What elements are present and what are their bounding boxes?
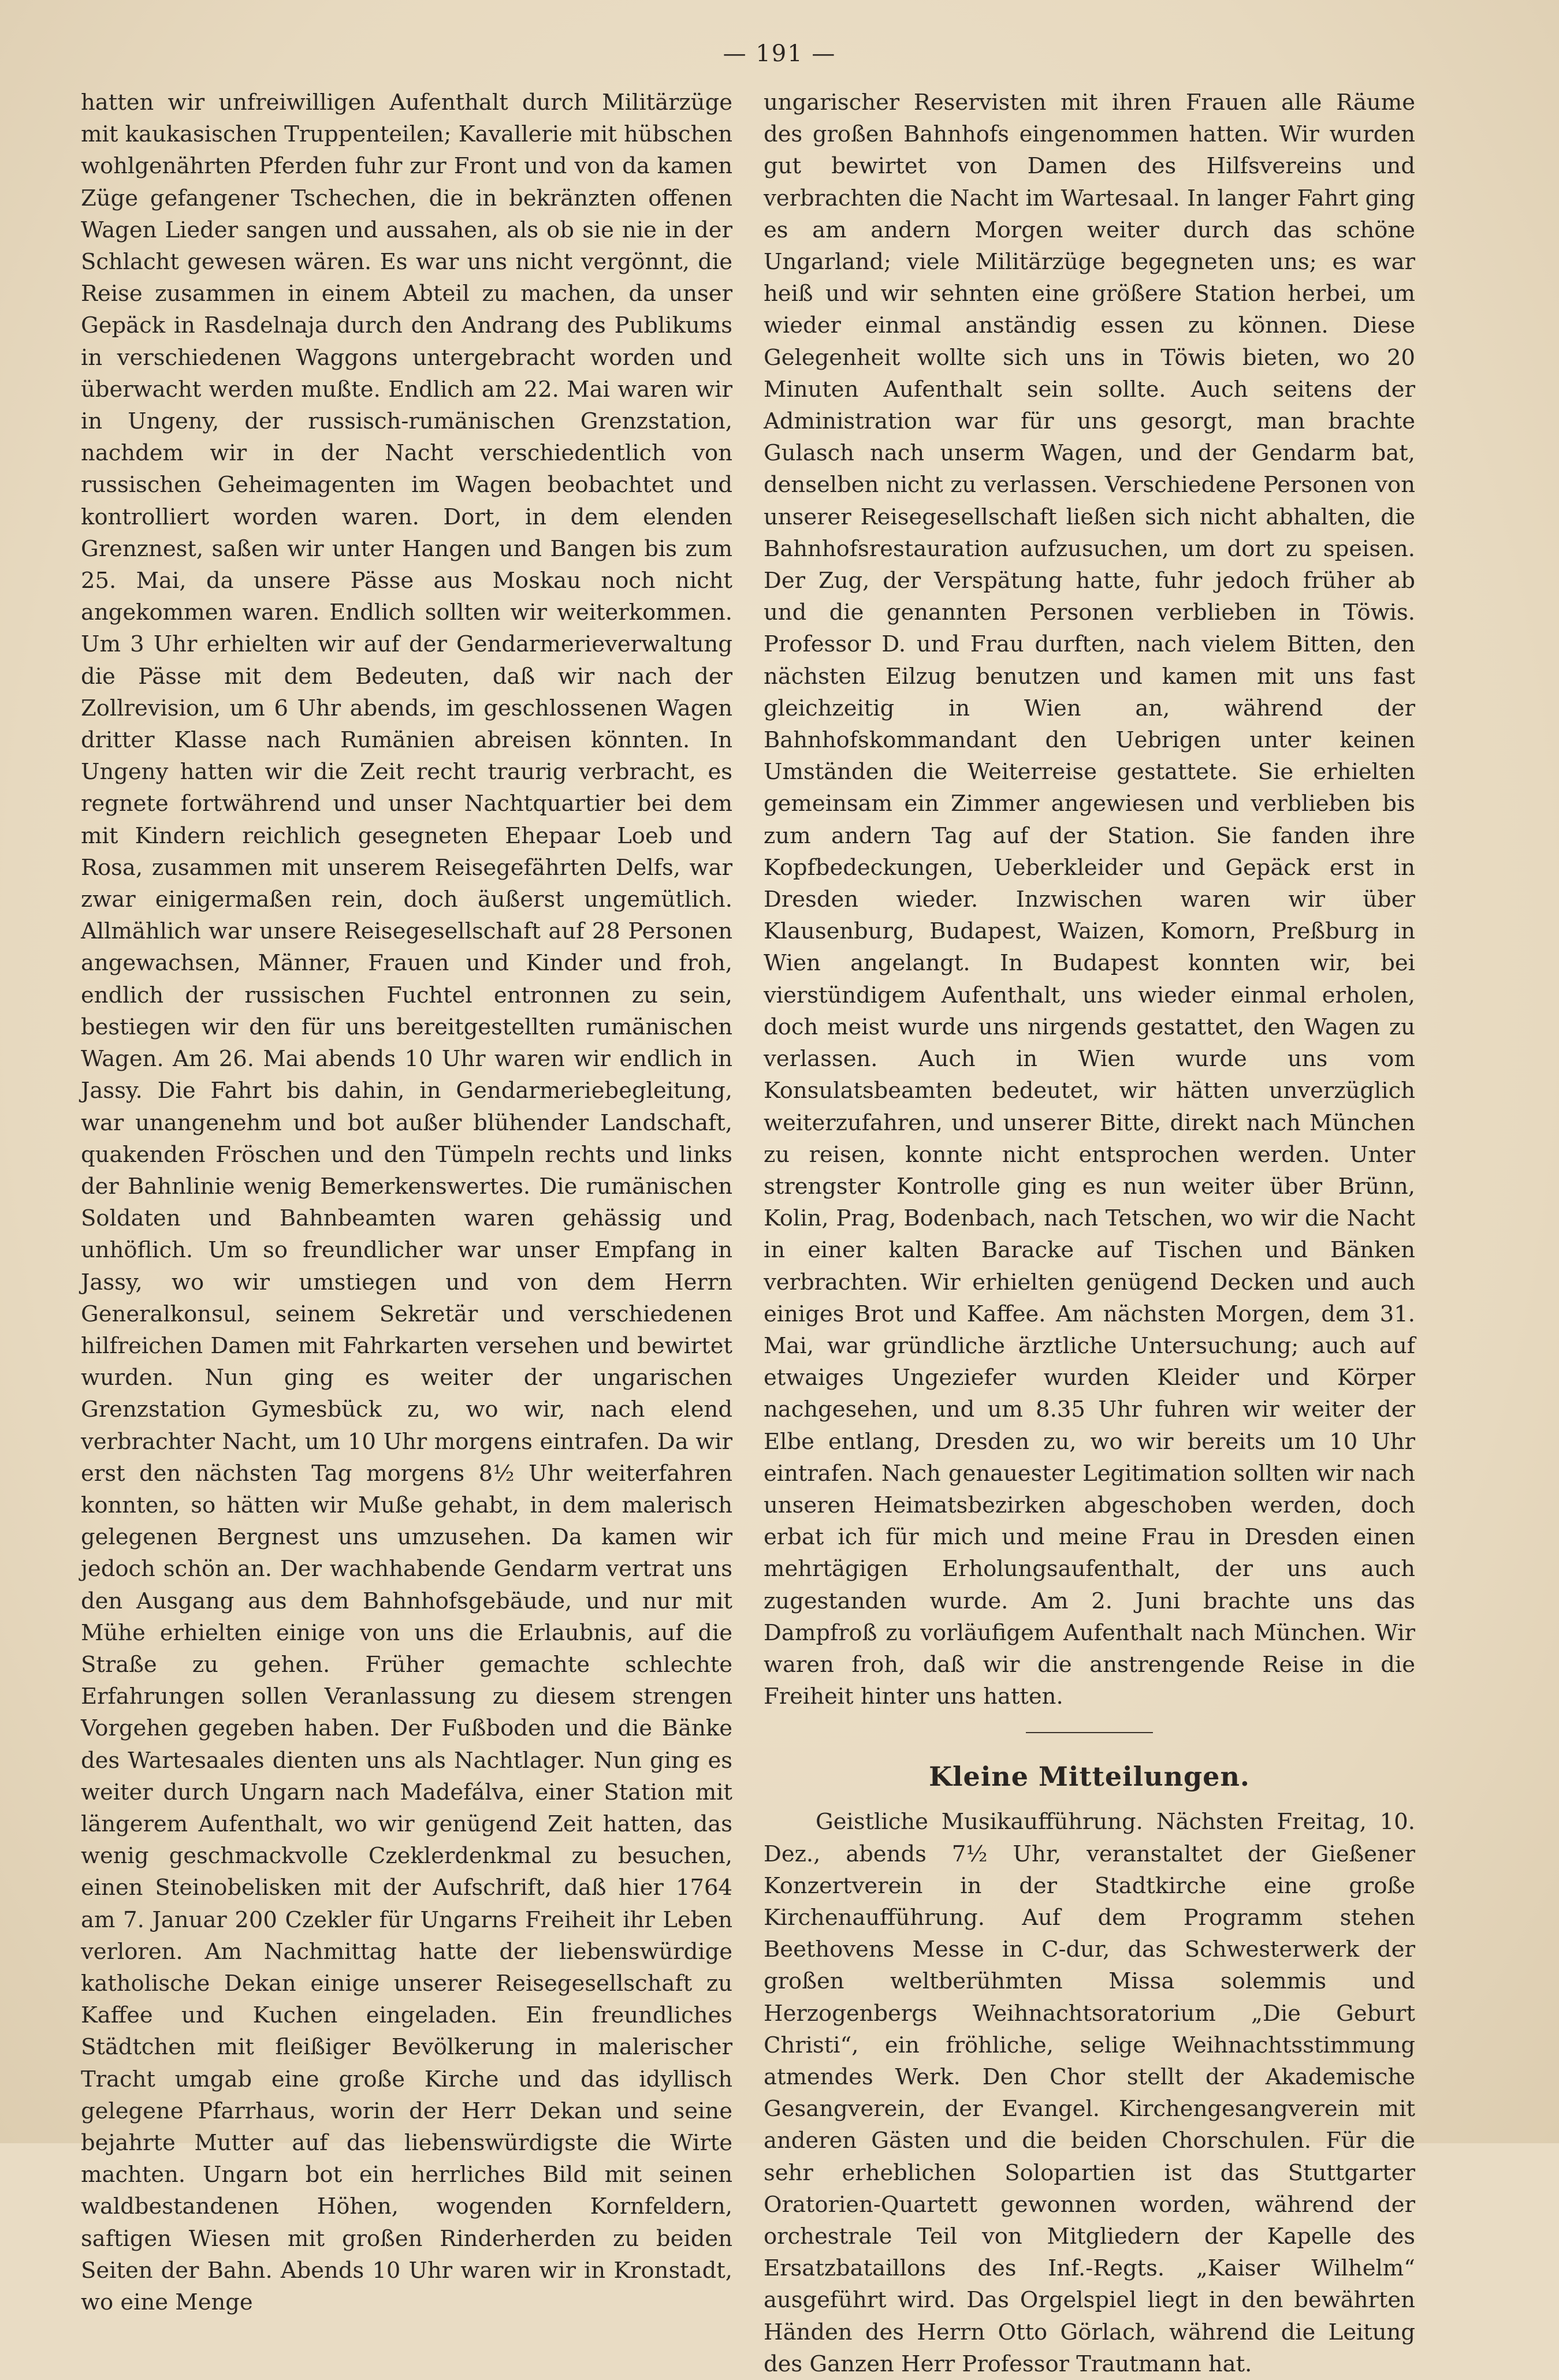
notice-text: Geistliche Musikaufführung. Nächsten Freitag, 10. Dez., abends 7½ Uhr, veranstaltet der Gießener Konzertverein in der Stadtkirche eine große Kirchenaufführung. Auf dem Programm stehen Beethovens Messe in C-dur, das Schwesterwerk der großen weltberühmten Missa solemmis und Herzogenbergs Weihnachtsoratorium „Die Geburt Christi“, ein fröhliche, selige Weihnachtsstimmung atmendes Werk. Den Chor stellt der Akademische Gesangverein, der Evangel. Kirchengesangverein mit anderen Gästen und die beiden Chorschulen. Für die sehr erheblichen Solopartien ist das Stuttgarter Oratorien-Quartett gewonnen worden, während der orchestrale Teil von Mitgliedern der Kapelle des Ersatzbataillons des Inf.-Regts. „Kaiser Wilhelm“ ausgeführt wird. Das Orgelspiel liegt in den bewährten Händen des Herrn Otto Görlach, während die Leitung des Ganzen Herr Professor Trautmann hat. (764, 1809, 1415, 2377)
right-column-text: ungarischer Reservisten mit ihren Frauen alle Räume des großen Bahnhofs eingenommen hatten. Wir wurden gut bewirtet von Damen des Hilfsvereins und verbrachten die Nacht im Wartesaal. In langer Fahrt ging es am andern Morgen weiter durch das schöne Ungarland; viele Militärzüge begegneten uns; es war heiß und wir sehnten eine größere Station herbei, um wieder einmal anständig essen zu können. Diese Gelegenheit wollte sich uns in Töwis bieten, wo 20 Minuten Aufenthalt sein sollte. Auch seitens der Administration war für uns gesorgt, man brachte Gulasch nach unserm Wagen, und der Gendarm bat, denselben nicht zu verlassen. Verschiedene Personen von unserer Reisegesellschaft ließen sich nicht abhalten, die Bahnhofsrestauration aufzusuchen, um dort zu speisen. Der Zug, der Verspätung hatte, fuhr jedoch früher ab und die genannten Personen verblieben in Töwis. Professor D. und Frau durften, nach vielem Bitten, den nächsten Eilzug benutzen und kamen mit uns fast gleichzeitig in Wien an, während der Bahnhofskommandant den Uebrigen unter keinen Umständen die Weiterreise gestattete. Sie erhielten gemeinsam ein Zimmer angewiesen und verblieben bis zum andern Tag auf der Station. Sie fanden ihre Kopfbedeckungen, Ueberkleider und Gepäck erst in Dresden wieder. Inzwischen waren wir über Klausenburg, Budapest, Waizen, Komorn, Preßburg in Wien angelangt. In Budapest konnten wir, bei vierstündigem Aufenthalt, uns wieder einmal erholen, doch meist wurde uns nirgends gestattet, den Wagen zu verlassen. Auch in Wien wurde uns vom Konsulatsbeamten bedeutet, wir hätten unverzüglich weiterzufahren, und unserer Bitte, direkt nach München zu reisen, konnte nicht entsprochen werden. Unter strengster Kontrolle ging es nun weiter über Brünn, Kolin, Prag, Bodenbach, nach Tetschen, wo wir die Nacht in einer kalten Baracke auf Tischen und Bänken verbrachten. Wir erhielten genügend Decken und auch einiges Brot und Kaffee. Am nächsten Morgen, dem 31. Mai, war gründliche ärztliche Untersuchung; auch auf etwaiges Ungeziefer wurden Kleider und Körper nachgesehen, und um 8.35 Uhr fuhren wir weiter der Elbe entlang, Dresden zu, wo wir bereits um 10 Uhr eintrafen. Nach genauester Legitimation sollten wir nach unseren Heimatsbezirken abgeschoben werden, doch erbat ich für mich und meine Frau in Dresden einen mehrtägigen Erholungsaufenthalt, der uns auch zugestanden wurde. Am 2. Juni brachte uns das Dampfroß zu vorläufigem Aufenthalt nach München. Wir waren froh, daß wir die anstrengende Reise in die Freiheit hinter uns hatten. (764, 90, 1415, 1710)
section-divider (1026, 1732, 1153, 1733)
left-column-text: hatten wir unfreiwilligen Aufenthalt durch Militärzüge mit kaukasischen Truppenteilen; Kavallerie mit hübschen wohlgenährten Pferden fuhr zur Front und von da kamen Züge gefangener Tschechen, die in bekränzten offenen Wagen Lieder sangen und aussahen, als ob sie nie in der Schlacht gewesen wären. Es war uns nicht vergönnt, die Reise zusammen in einem Abteil zu machen, da unser Gepäck in Rasdelnaja durch den Andrang des Publikums in verschiedenen Waggons untergebracht worden und überwacht werden mußte. Endlich am 22. Mai waren wir in Ungeny, der russisch-rumänischen Grenzstation, nachdem wir in der Nacht verschiedentlich von russischen Geheimagenten im Wagen beobachtet und kontrolliert worden waren. Dort, in dem elenden Grenznest, saßen wir unter Hangen und Bangen bis zum 25. Mai, da unsere Pässe aus Moskau noch nicht angekommen waren. Endlich sollten wir weiterkommen. Um 3 Uhr erhielten wir auf der Gendarmerieverwaltung die Pässe mit dem Bedeuten, daß wir nach der Zollrevision, um 6 Uhr abends, im geschlossenen Wagen dritter Klasse nach Rumänien abreisen könnten. In Ungeny hatten wir die Zeit recht traurig verbracht, es regnete fortwährend und unser Nachtquartier bei dem mit Kindern reichlich gesegneten Ehepaar Loeb und Rosa, zusammen mit unserem Reisegefährten Delfs, war zwar einigermaßen rein, doch äußerst ungemütlich. Allmählich war unsere Reisegesellschaft auf 28 Personen angewachsen, Männer, Frauen und Kinder und froh, endlich der russischen Fuchtel entronnen zu sein, bestiegen wir den für uns bereitgestellten rumänischen Wagen. Am 26. Mai abends 10 Uhr waren wir endlich in Jassy. Die Fahrt bis dahin, in Gendarmeriebegleitung, war unangenehm und bot außer blühender Landschaft, quakenden Fröschen und den Tümpeln rechts und links der Bahnlinie wenig Bemerkenswertes. Die rumänischen Soldaten und Bahnbeamten waren gehässig und unhöflich. Um so freundlicher war unser Empfang in Jassy, wo wir umstiegen und von dem Herrn Generalkonsul, seinem Sekretär und verschiedenen hilfreichen Damen mit Fahrkarten versehen und bewirtet wurden. Nun ging es weiter der ungarischen Grenzstation Gymesbück zu, wo wir, nach elend verbrachter Nacht, um 10 Uhr morgens eintrafen. Da wir erst den nächsten Tag morgens 8½ Uhr weiterfahren konnten, so hätten wir Muße gehabt, in dem malerisch gelegenen Bergnest uns umzusehen. Da kamen wir jedoch schön an. Der wachhabende Gendarm vertrat uns den Ausgang aus dem Bahnhofsgebäude, und nur mit Mühe erhielten einige von uns die Erlaubnis, auf die Straße zu gehen. Früher gemachte schlechte Erfahrungen sollen Veranlassung zu diesem strengen Vorgehen gegeben haben. Der Fußboden und die Bänke des Wartesaales dienten uns als Nachtlager. Nun ging es weiter durch Ungarn nach Madefálva, einer Station mit längerem Aufenthalt, wo wir genügend Zeit hatten, das wenig geschmackvolle Czeklerdenkmal zu besuchen, einen Steinobelisken mit der Aufschrift, daß hier 1764 am 7. Januar 200 Czekler für Ungarns Freiheit ihr Leben verloren. Am Nachmittag hatte der liebenswürdige katholische Dekan einige unserer Reisegesellschaft zu Kaffee und Kuchen eingeladen. Ein freundliches Städtchen mit fleißiger Bevölkerung in malerischer Tracht umgab eine große Kirche und das idyllisch gelegene Pfarrhaus, worin der Herr Dekan und seine bejahrte Mutter auf das liebenswürdigste die Wirte machten. Ungarn bot ein herrliches Bild mit seinen waldbestandenen Höhen, wogenden Kornfeldern, saftigen Wiesen mit großen Rinderherden zu beiden Seiten der Bahn. Abends 10 Uhr waren wir in Kronstadt, wo eine Menge (81, 90, 732, 2316)
page-number: — 191 — (723, 40, 836, 67)
left-column (81, 87, 732, 2318)
right-column (764, 87, 1415, 2380)
section-title: Kleine Mitteilungen. (929, 1761, 1250, 1793)
